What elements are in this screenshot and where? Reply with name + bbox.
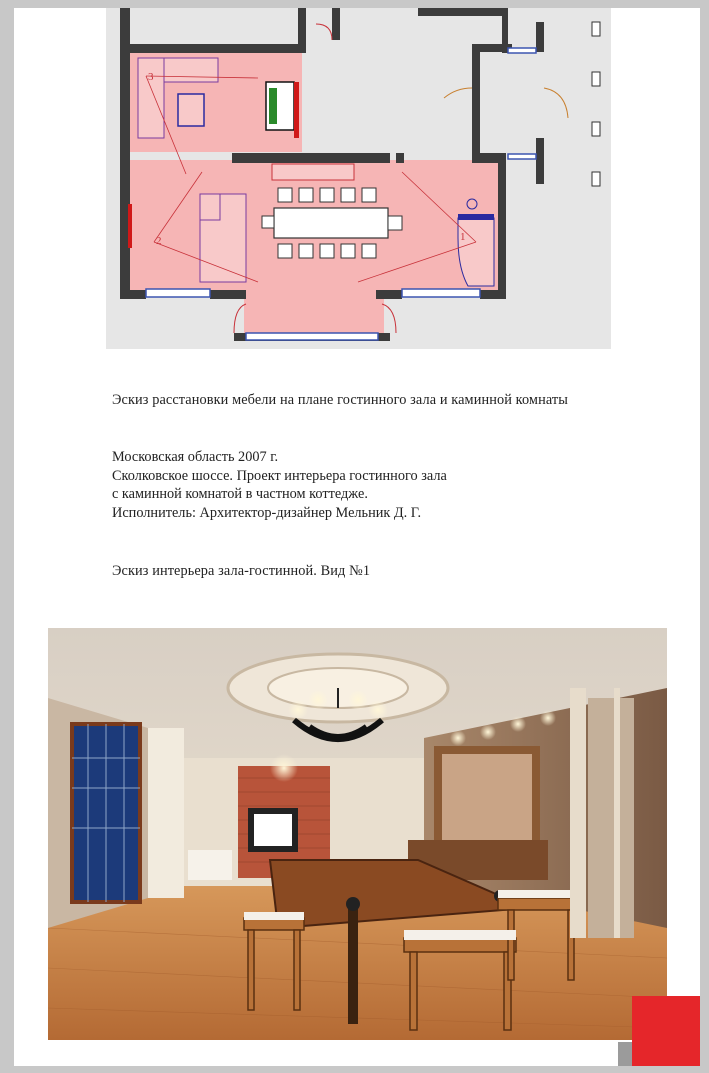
floor-plan xyxy=(106,8,611,349)
zone-label-3: 3 xyxy=(148,71,154,83)
zone-label-1: 1 xyxy=(460,231,466,243)
sheet xyxy=(14,8,700,1066)
info-line: Московская область 2007 г. xyxy=(112,449,279,465)
interior-render xyxy=(48,628,667,1040)
info-line: Сколковское шоссе. Проект интерьера гостинного зала xyxy=(112,467,447,484)
render-caption: Эскиз интерьера зала-гостинной. Вид №1 xyxy=(112,563,371,579)
zone-label-2: 2 xyxy=(156,235,162,247)
corner-red-square xyxy=(632,996,700,1066)
info-line: с каминной комнатой в частном коттедже. xyxy=(112,486,368,502)
info-line: Исполнитель: Архитектор-дизайнер Мельник Д. Г. xyxy=(112,504,422,521)
project-info xyxy=(112,448,447,522)
plan-caption: Эскиз расстановки мебели на плане гостинного зала и каминной комнаты xyxy=(112,392,568,408)
